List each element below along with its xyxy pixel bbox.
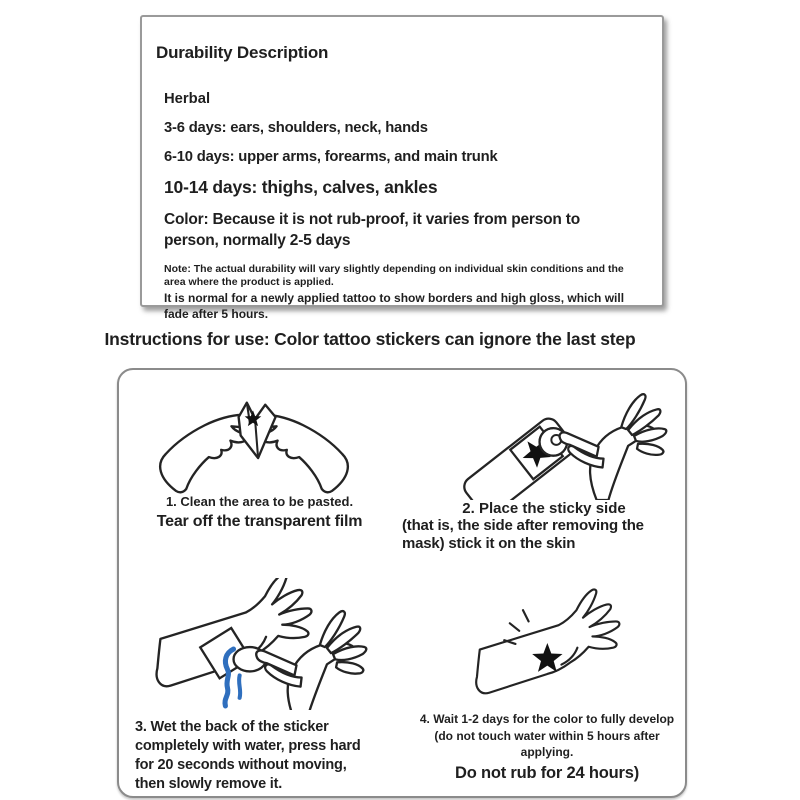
step-4-text: 4. Wait 1-2 days for the color to fully develop (do not touch water within 5 hours after applying. [419,712,675,760]
step-1-text-bold: Tear off the transparent film [156,513,363,530]
durability-fine-print: Note: The actual durability will vary slightly depending on individual skin conditions and the area where the product is applied. [164,262,624,289]
hands-tearing-film-icon [141,376,367,494]
durability-line-1: 3-6 days: ears, shoulders, neck, hands [164,120,428,136]
instructions-panel [117,368,687,798]
durability-title: Durability Description [156,43,329,62]
step-3-caption: 3. Wet the back of the sticker completely with water, press hard for 20 seconds without moving, then slowly remove it. [135,719,361,793]
arm-with-star-tattoo-icon [457,582,679,704]
color-durability-note: Color: Because it is not rub-proof, it varies from person to person, normally 2-5 days [164,211,581,249]
step-2-text-detail: (that is, the side after removing the mask) stick it on the skin [402,517,644,553]
gloss-fine-print: It is normal for a newly applied tattoo to show borders and high gloss, which will fade after 5 hours. [164,291,625,321]
instructions-heading: Instructions for use: Color tattoo stickers can ignore the last step [104,329,636,349]
hand-wetting-sticker-icon [151,578,377,710]
product-type-label: Herbal [164,91,211,107]
step-4-text-bold: Do not rub for 24 hours) [454,763,640,782]
hand-pressing-sticker-icon [459,372,687,500]
step-1-text: 1. Clean the area to be pasted. [165,494,354,509]
durability-line-3: 10-14 days: thighs, calves, ankles [164,177,438,197]
step-2-text: 2. Place the sticky side [462,500,626,517]
step-2-caption [402,500,686,554]
durability-line-2: 6-10 days: upper arms, forearms, and main trunk [164,149,498,165]
step-4-caption [415,711,679,783]
step-1-caption [127,494,392,531]
durability-description-panel [140,15,664,321]
